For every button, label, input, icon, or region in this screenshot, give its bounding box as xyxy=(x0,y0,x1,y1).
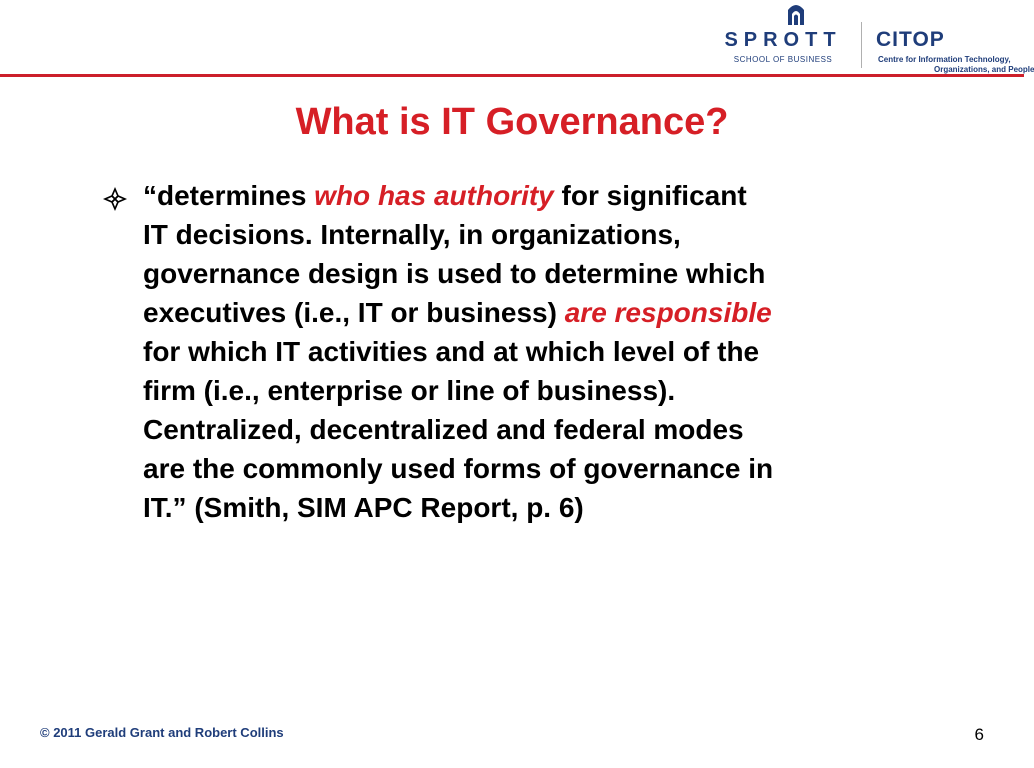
quote-text: executives (i.e., IT or business) xyxy=(143,297,565,328)
header-logos xyxy=(700,0,1034,74)
logo-divider xyxy=(861,22,862,68)
sprott-logo xyxy=(712,0,852,72)
quote-bullet xyxy=(143,176,933,527)
citop-logo xyxy=(872,28,1034,74)
page-number: 6 xyxy=(974,725,984,744)
quote-line: are the commonly used forms of governance in xyxy=(143,453,774,484)
sprott-name: SPROTT xyxy=(724,29,842,51)
quote-line: for which IT activities and at which level of the xyxy=(143,336,760,367)
citop-name: CITOP xyxy=(876,28,945,51)
emphasis-are-responsible: are responsible xyxy=(564,297,772,328)
sprott-subtitle: SCHOOL OF BUSINESS xyxy=(733,55,833,64)
slide-title: What is IT Governance? xyxy=(295,101,729,143)
quote-line: IT.” (Smith, SIM APC Report, p. 6) xyxy=(143,492,584,523)
quote-line: IT decisions. Internally, in organizations, xyxy=(143,219,681,250)
quote-line: governance design is used to determine which xyxy=(143,258,766,289)
quote-text: for significant xyxy=(553,180,747,211)
quote-line: firm (i.e., enterprise or line of business). xyxy=(143,375,676,406)
copyright-notice: © 2011 Gerald Grant and Robert Collins xyxy=(40,725,284,740)
citop-subtitle-line1: Centre for Information Technology, xyxy=(878,55,1011,64)
quote-line: Centralized, decentralized and federal modes xyxy=(143,414,744,445)
header-rule xyxy=(0,74,1024,77)
citop-subtitle-line2: Organizations, and People xyxy=(934,65,1034,74)
quote-text: “determines xyxy=(143,180,315,211)
quote-line xyxy=(143,293,933,332)
crest-icon xyxy=(786,2,806,26)
quote-line xyxy=(143,176,933,215)
diamond-bullet-icon xyxy=(104,188,126,210)
emphasis-who-has-authority: who has authority xyxy=(314,180,554,211)
